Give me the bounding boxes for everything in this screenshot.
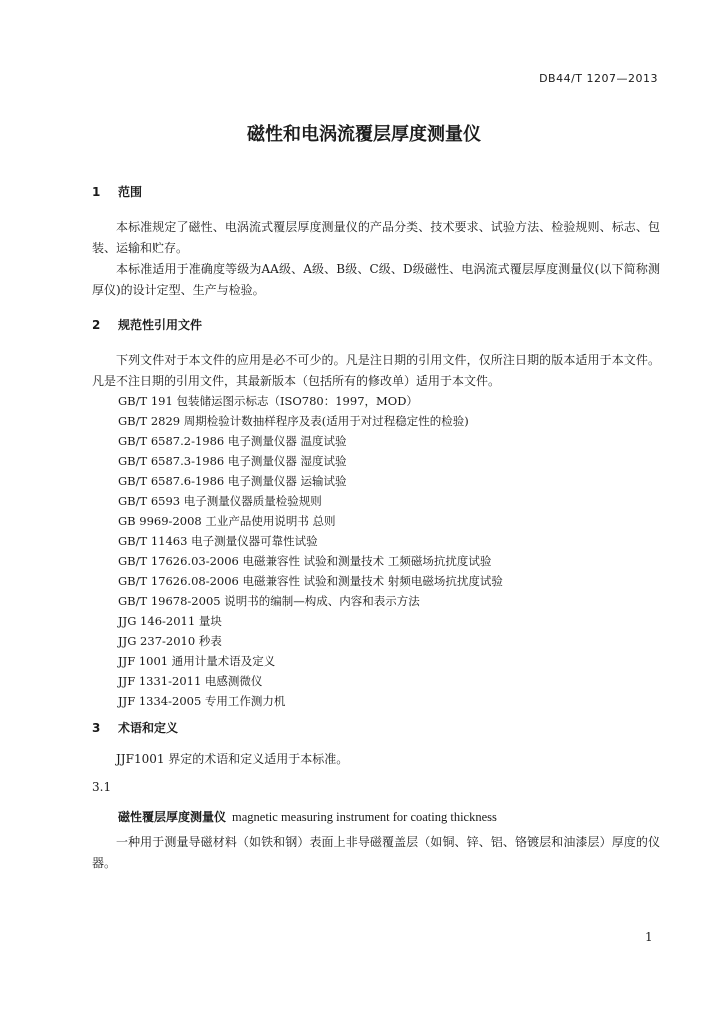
section-number: 1 bbox=[92, 185, 101, 199]
paragraph: JJF1001 界定的术语和定义适用于本标准。 bbox=[116, 752, 349, 766]
term-chinese: 磁性覆层厚度测量仪 bbox=[118, 810, 227, 824]
reference-item: JJF 1334-2005 专用工作测力机 bbox=[118, 694, 286, 708]
reference-item: JJG 237-2010 秒表 bbox=[118, 634, 222, 648]
paragraph: 本标准适用于准确度等级为AA级、A级、B级、C级、D级磁性、电涡流式覆层厚度测量仪(以下简称测厚仪)的设计定型、生产与检验。 bbox=[92, 262, 660, 297]
clause-number: 3.1 bbox=[92, 780, 112, 794]
reference-item: GB/T 6587.2-1986 电子测量仪器 温度试验 bbox=[118, 434, 347, 448]
page-number: 1 bbox=[645, 930, 653, 944]
paragraph: 本标准规定了磁性、电涡流式覆层厚度测量仪的产品分类、技术要求、试验方法、检验规则、标志、包装、运输和贮存。 bbox=[92, 220, 660, 255]
section-title: 规范性引用文件 bbox=[118, 318, 203, 332]
reference-item: GB/T 2829 周期检验计数抽样程序及表(适用于对过程稳定性的检验) bbox=[118, 414, 469, 428]
section-1-heading bbox=[92, 183, 142, 200]
section-number: 3 bbox=[92, 721, 101, 735]
reference-item: GB 9969-2008 工业产品使用说明书 总则 bbox=[118, 514, 336, 528]
term-entry bbox=[118, 808, 497, 825]
reference-item: GB/T 6587.6-1986 电子测量仪器 运输试验 bbox=[118, 474, 347, 488]
standard-number: DB44/T 1207—2013 bbox=[539, 72, 658, 85]
section-title: 术语和定义 bbox=[118, 721, 179, 735]
section-3-heading bbox=[92, 719, 178, 736]
section-number: 2 bbox=[92, 318, 101, 332]
reference-item: JJG 146-2011 量块 bbox=[118, 614, 222, 628]
paragraph: 下列文件对于本文件的应用是必不可少的。凡是注日期的引用文件，仅所注日期的版本适用于本文件。凡是不注日期的引用文件，其最新版本（包括所有的修改单）适用于本文件。 bbox=[92, 353, 660, 388]
document-title: 磁性和电涡流覆层厚度测量仪 bbox=[247, 124, 481, 145]
section-2-heading bbox=[92, 316, 202, 333]
reference-item: GB/T 17626.08-2006 电磁兼容性 试验和测量技术 射频电磁场抗扰度试验 bbox=[118, 574, 503, 588]
reference-item: GB/T 19678-2005 说明书的编制—构成、内容和表示方法 bbox=[118, 594, 420, 608]
reference-item: JJF 1331-2011 电感测微仪 bbox=[118, 674, 263, 688]
reference-item: GB/T 6593 电子测量仪器质量检验规则 bbox=[118, 494, 322, 508]
reference-item: GB/T 11463 电子测量仪器可靠性试验 bbox=[118, 534, 318, 548]
reference-item: GB/T 191 包装储运图示标志（ISO780：1997，MOD） bbox=[118, 394, 418, 408]
section-title: 范围 bbox=[118, 185, 143, 199]
term-english: magnetic measuring instrument for coating thickness bbox=[232, 810, 497, 824]
term-definition: 一种用于测量导磁材料（如铁和钢）表面上非导磁覆盖层（如铜、锌、铝、铬镀层和油漆层）厚度的仪器。 bbox=[92, 835, 660, 870]
reference-item: JJF 1001 通用计量术语及定义 bbox=[118, 654, 276, 668]
reference-item: GB/T 17626.03-2006 电磁兼容性 试验和测量技术 工频磁场抗扰度试验 bbox=[118, 554, 492, 568]
reference-item: GB/T 6587.3-1986 电子测量仪器 湿度试验 bbox=[118, 454, 347, 468]
